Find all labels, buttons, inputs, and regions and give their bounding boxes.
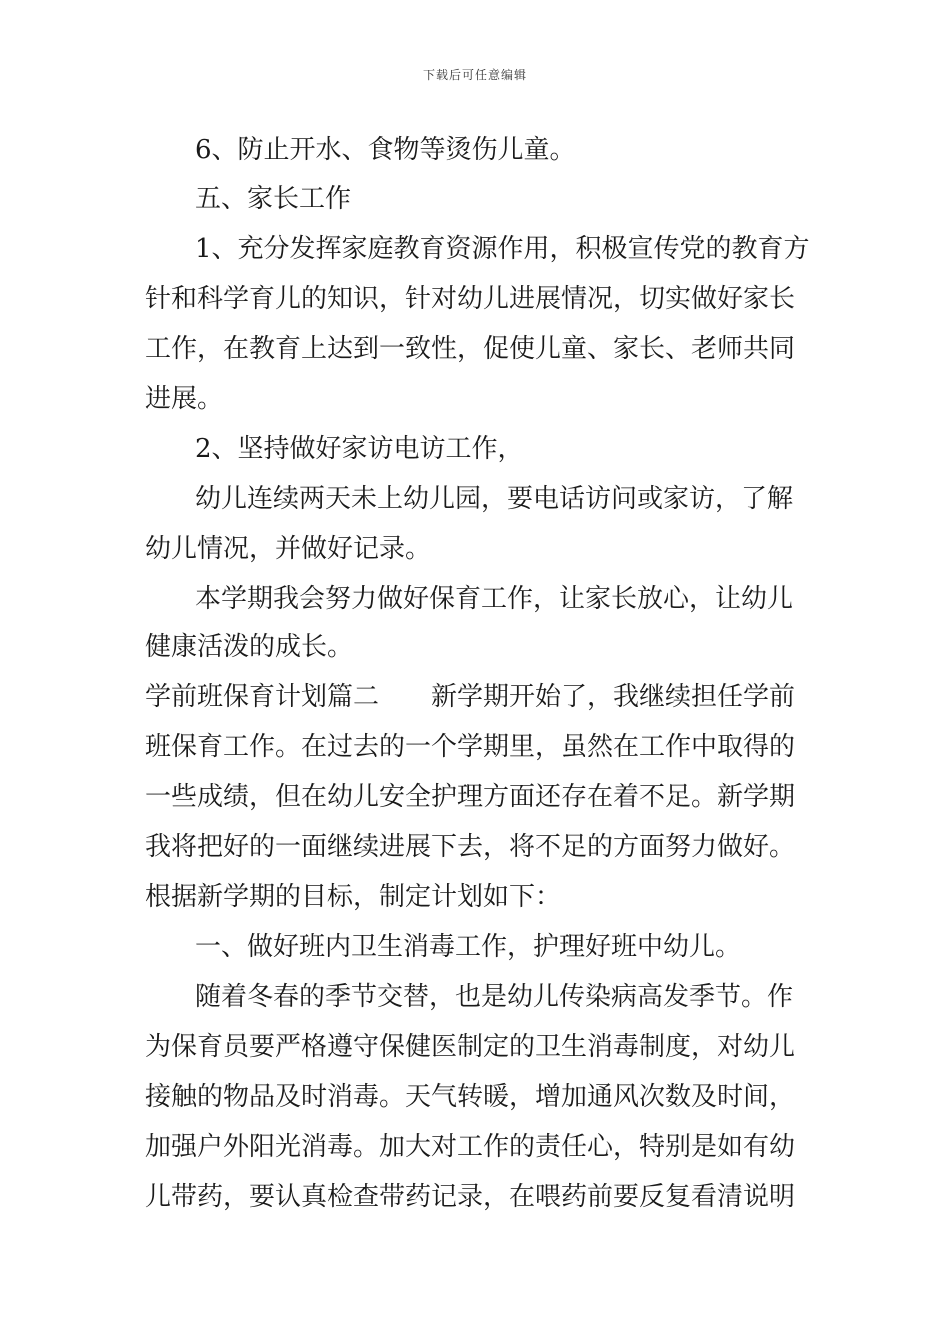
text-line: 6、防止开水、食物等烫伤儿童。 — [195, 135, 576, 165]
text-line: 进展。 — [145, 384, 224, 414]
text-line: 根据新学期的目标，制定计划如下： — [145, 882, 562, 912]
text-line: 本学期我会努力做好保育工作，让家长放心，让幼儿 — [195, 584, 794, 614]
text-line: 随着冬春的季节交替，也是幼儿传染病高发季节。作 — [195, 982, 794, 1012]
text-line: 学前班保育计划篇二 新学期开始了，我继续担任学前 — [145, 682, 796, 712]
text-line: 幼儿连续两天未上幼儿园，要电话访问或家访，了解 — [195, 484, 794, 514]
page-header: 下载后可任意编辑 — [422, 68, 527, 82]
text-line: 我将把好的一面继续进展下去，将不足的方面努力做好。 — [145, 832, 796, 862]
text-line: 接触的物品及时消毒。天气转暖，增加通风次数及时间， — [145, 1082, 796, 1112]
text-line: 加强户外阳光消毒。加大对工作的责任心，特别是如有幼 — [145, 1132, 796, 1162]
text-line: 儿带药，要认真检查带药记录，在喂药前要反复看清说明 — [145, 1182, 796, 1212]
text-line: 工作，在教育上达到一致性，促使儿童、家长、老师共同 — [145, 334, 796, 364]
section-heading: 一、做好班内卫生消毒工作，护理好班中幼儿。 — [195, 932, 742, 962]
text-line: 一些成绩，但在幼儿安全护理方面还存在着不足。新学期 — [145, 782, 796, 812]
text-line: 1、充分发挥家庭教育资源作用，积极宣传党的教育方 — [195, 234, 810, 264]
text-line: 幼儿情况，并做好记录。 — [145, 534, 432, 564]
text-line: 2、坚持做好家访电访工作， — [195, 434, 524, 464]
text-line: 健康活泼的成长。 — [145, 632, 354, 662]
text-line: 为保育员要严格遵守保健医制定的卫生消毒制度，对幼儿 — [145, 1032, 796, 1062]
section-heading: 五、家长工作 — [195, 184, 352, 214]
text-line: 针和科学育儿的知识，针对幼儿进展情况，切实做好家长 — [145, 284, 796, 314]
text-line: 班保育工作。在过去的一个学期里，虽然在工作中取得的 — [145, 732, 796, 762]
